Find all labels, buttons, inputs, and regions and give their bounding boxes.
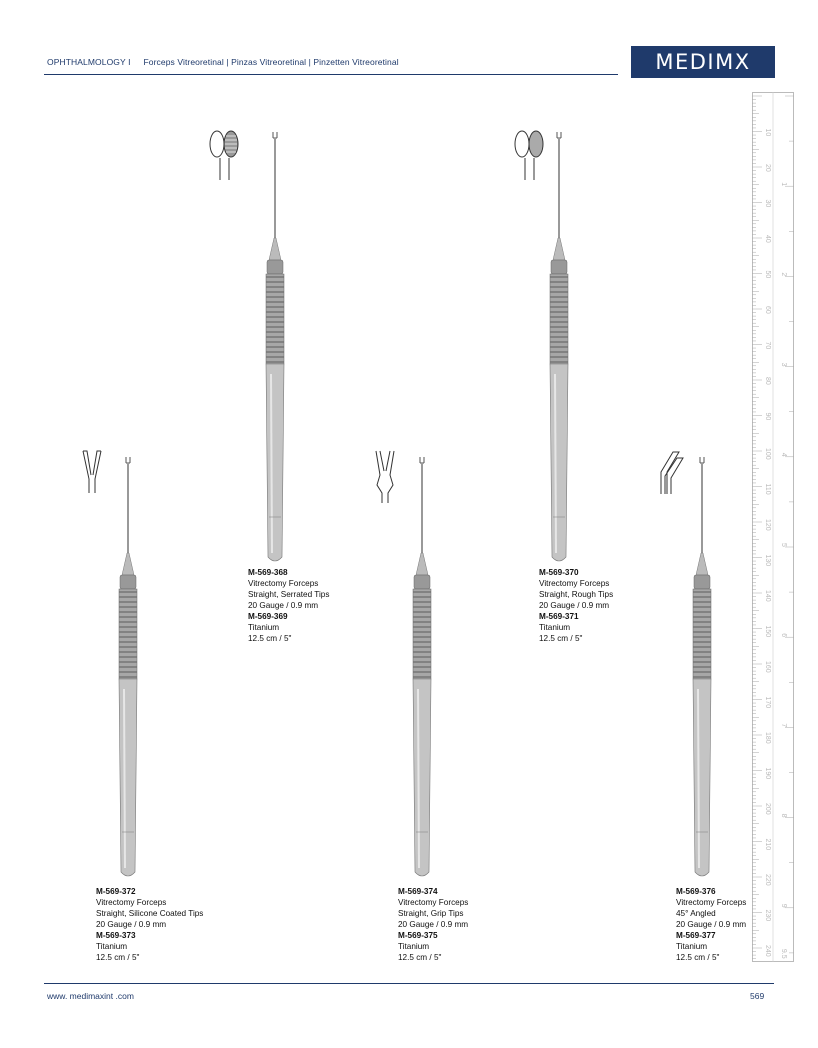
footer-website: www. medimaxint .com	[47, 991, 134, 1001]
forceps-image-grip	[402, 455, 442, 880]
ruler-mm-label: 240	[764, 945, 771, 957]
silicone-tip-icon	[79, 449, 105, 495]
product-gauge: 20 Gauge / 0.9 mm	[96, 920, 167, 929]
forceps-image-angled	[682, 455, 722, 880]
ruler-inch-label: 8	[780, 813, 787, 818]
product-material: Titanium	[676, 942, 708, 951]
product-size: 12.5 cm / 5"	[676, 953, 720, 962]
ruler-mm-label: 50	[764, 270, 771, 279]
medimax-logo: MEDIMX	[631, 46, 775, 78]
product-caption-370	[539, 567, 613, 644]
ruler-mm-label: 220	[764, 874, 771, 886]
ruler-mm-label: 130	[764, 554, 771, 567]
forceps-image-silicone	[108, 455, 148, 880]
product-name: Vitrectomy Forceps	[398, 898, 469, 907]
product-description: Straight, Grip Tips	[398, 909, 464, 918]
ruler-mm-label: 90	[764, 412, 771, 421]
product-name: Vitrectomy Forceps	[539, 579, 610, 588]
ruler-mm-label: 30	[764, 199, 771, 208]
product-description: 45° Angled	[676, 909, 716, 918]
ruler-inch-label: 9	[780, 903, 787, 908]
product-caption-368	[248, 567, 329, 644]
ruler-mm-label: 80	[764, 377, 771, 385]
ruler-inch-label: 3	[780, 362, 787, 367]
product-code: M-569-372	[96, 887, 136, 896]
ruler-mm-label: 210	[764, 838, 771, 851]
ruler-mm-label: 120	[764, 519, 771, 531]
product-gauge: 20 Gauge / 0.9 mm	[398, 920, 469, 929]
serrated-tip-icon	[207, 126, 243, 182]
ruler-inch-label: 1	[780, 182, 787, 187]
product-code: M-569-376	[676, 887, 716, 896]
ruler-mm-label: 230	[764, 909, 771, 922]
product-description: Straight, Serrated Tips	[248, 590, 330, 599]
product-material: Titanium	[539, 623, 571, 632]
forceps-image-rough	[539, 130, 579, 565]
ruler-mm-label: 180	[764, 732, 771, 744]
product-size: 12.5 cm / 5"	[96, 953, 140, 962]
product-name: Vitrectomy Forceps	[248, 579, 319, 588]
product-code-alt: M-569-371	[539, 612, 579, 621]
ruler-mm-label: 70	[764, 341, 771, 350]
ruler-mm-label: 170	[764, 696, 771, 709]
product-code: M-569-370	[539, 568, 579, 577]
product-name: Vitrectomy Forceps	[676, 898, 747, 907]
ruler-mm-label: 140	[764, 590, 771, 602]
ruler-mm-label: 200	[764, 803, 771, 815]
product-code-alt: M-569-377	[676, 931, 716, 940]
product-gauge: 20 Gauge / 0.9 mm	[248, 601, 319, 610]
product-material: Titanium	[398, 942, 430, 951]
ruler-inch-label: 9.5	[780, 948, 787, 959]
ruler-mm-label: 10	[764, 128, 771, 137]
ruler-inch-label: 6	[780, 633, 787, 638]
ruler-inch-label: 2	[780, 272, 787, 277]
product-caption-374	[398, 886, 468, 963]
product-material: Titanium	[248, 623, 280, 632]
ruler-mm-label: 40	[764, 235, 771, 243]
product-description: Straight, Silicone Coated Tips	[96, 909, 204, 918]
product-caption-372	[96, 886, 203, 963]
header-divider	[44, 74, 618, 75]
ruler-mm-label: 150	[764, 625, 771, 638]
ruler-mm-label: 60	[764, 306, 771, 314]
product-code-alt: M-569-369	[248, 612, 288, 621]
section-label: OPHTHALMOLOGY I	[47, 57, 131, 67]
ruler-mm-label: 190	[764, 767, 771, 780]
product-caption-376	[676, 886, 746, 963]
product-size: 12.5 cm / 5"	[398, 953, 442, 962]
product-code: M-569-374	[398, 887, 438, 896]
product-code-alt: M-569-373	[96, 931, 136, 940]
page-title: Forceps Vitreoretinal | Pinzas Vitreoretinal | Pinzetten Vitreoretinal	[143, 57, 399, 67]
rough-tip-icon	[512, 126, 548, 182]
product-name: Vitrectomy Forceps	[96, 898, 167, 907]
product-code: M-569-368	[248, 568, 288, 577]
ruler-inch-label: 5	[780, 543, 787, 547]
ruler-mm-label: 160	[764, 661, 771, 673]
measuring-ruler	[752, 92, 794, 962]
footer-divider	[44, 983, 774, 984]
page-number: 569	[750, 991, 765, 1001]
product-material: Titanium	[96, 942, 128, 951]
product-gauge: 20 Gauge / 0.9 mm	[539, 601, 610, 610]
ruler-inch-label: 4	[780, 452, 787, 457]
product-code-alt: M-569-375	[398, 931, 438, 940]
product-description: Straight, Rough Tips	[539, 590, 614, 599]
product-gauge: 20 Gauge / 0.9 mm	[676, 920, 747, 929]
ruler-mm-label: 100	[764, 448, 771, 460]
ruler-mm-label: 110	[764, 483, 771, 495]
angled-tip-icon	[655, 448, 685, 496]
forceps-image-serrated	[255, 130, 295, 565]
grip-tip-icon	[372, 449, 398, 505]
ruler-inch-label: 7	[780, 723, 787, 728]
product-size: 12.5 cm / 5"	[539, 634, 583, 643]
ruler-mm-label: 20	[764, 164, 771, 172]
product-size: 12.5 cm / 5"	[248, 634, 292, 643]
page-header	[47, 57, 399, 67]
